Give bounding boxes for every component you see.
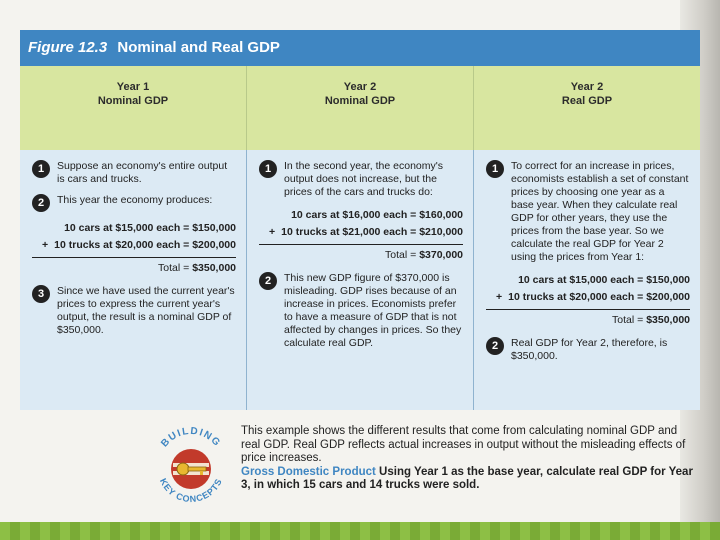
step-text: This new GDP figure of $370,000 is misleading. GDP rises because of an increase in prices. Economists prefer to have a measure of GDP that is not affected by changes in prices. So they calculate real GDP. <box>284 272 462 349</box>
step-1 <box>486 160 690 264</box>
badge-top-text: BUILDING <box>159 425 223 450</box>
step-number: 2 <box>32 194 50 212</box>
figure-title-bar <box>20 30 700 66</box>
calculation-block <box>486 272 690 329</box>
step-text: In the second year, the economy's output does not increase, but the prices of the cars and trucks do: <box>284 160 444 198</box>
column-header-line2: Nominal GDP <box>324 95 396 107</box>
svg-text:BUILDING <box>159 426 223 450</box>
bottom-decorative-stripe <box>0 522 720 540</box>
column-header-line2: Nominal GDP <box>97 95 169 107</box>
total-value: $370,000 <box>419 249 463 261</box>
figure-title: Nominal and Real GDP <box>117 39 280 56</box>
step-1 <box>32 160 236 186</box>
figure-number: Figure 12.3 <box>28 39 108 56</box>
column-header-year1-nominal <box>20 66 246 150</box>
step-number: 2 <box>259 272 277 290</box>
total-label: Total = <box>158 262 190 274</box>
badge-graphic <box>150 425 232 507</box>
sum-rule <box>32 257 236 258</box>
calc-line: 10 trucks at $20,000 each = $200,000 <box>508 291 690 303</box>
step-1 <box>259 160 463 199</box>
calc-line: 10 trucks at $20,000 each = $200,000 <box>54 239 236 251</box>
total-label: Total = <box>385 249 417 261</box>
step-number: 3 <box>32 285 50 303</box>
calculation-block <box>259 207 463 264</box>
calc-line: 10 cars at $15,000 each = $150,000 <box>518 274 690 286</box>
figure-body <box>20 150 700 410</box>
calc-line: 10 trucks at $21,000 each = $210,000 <box>281 226 463 238</box>
column-header-line1: Year 2 <box>343 81 377 93</box>
total-value: $350,000 <box>646 314 690 326</box>
column-year2-nominal <box>246 150 473 410</box>
step-number: 1 <box>32 160 50 178</box>
column-header-row <box>20 66 700 150</box>
step-2 <box>486 337 690 363</box>
calc-line: 10 cars at $16,000 each = $160,000 <box>291 209 463 221</box>
caption-text: This example shows the different results that come from calculating nominal GDP and real GDP. Real GDP reflects actual increases in output without the misleading effects of price increases. <box>241 425 686 464</box>
step-number: 2 <box>486 337 504 355</box>
step-text: Suppose an economy's entire output is cars and trucks. <box>57 160 228 185</box>
step-text: To correct for an increase in prices, economists establish a set of constant prices by choosing one year as a base year. When they calculate real GDP for other years, they use the prices from the base year. So we calculate the real GDP for Year 2 using the prices from Year 1: <box>511 160 689 263</box>
calc-total <box>486 312 690 329</box>
step-text: Real GDP for Year 2, therefore, is $350,000. <box>511 337 668 362</box>
step-2 <box>32 194 236 212</box>
column-header-year2-nominal <box>246 66 473 150</box>
column-header-line1: Year 1 <box>116 81 150 93</box>
plus-sign: + <box>269 226 276 238</box>
figure-caption <box>241 425 696 493</box>
step-text: Since we have used the current year's prices to express the current year's output, the result is a nominal GDP of $350,000. <box>57 285 235 336</box>
column-header-line2: Real GDP <box>561 95 613 107</box>
calc-total <box>259 247 463 264</box>
caption-question: Using Year 1 as the base year, calculate real GDP for Year 3, in which 15 cars and 14 trucks were sold. <box>241 465 693 491</box>
step-text: This year the economy produces: <box>57 194 213 206</box>
column-year2-real <box>473 150 700 410</box>
plus-sign: + <box>496 291 503 303</box>
step-2 <box>259 272 463 350</box>
column-year1-nominal <box>20 150 246 410</box>
plus-sign: + <box>42 239 49 251</box>
total-label: Total = <box>612 314 644 326</box>
figure-12-3 <box>20 30 700 410</box>
step-3 <box>32 285 236 337</box>
column-header-year2-real <box>473 66 700 150</box>
sum-rule <box>486 309 690 310</box>
sum-rule <box>259 244 463 245</box>
column-header-line1: Year 2 <box>570 81 604 93</box>
step-number: 1 <box>486 160 504 178</box>
calculation-block <box>32 220 236 277</box>
total-value: $350,000 <box>192 262 236 274</box>
badge-bottom-text: KEY CONCEPTS <box>157 476 224 505</box>
calc-line: 10 cars at $15,000 each = $150,000 <box>64 222 236 234</box>
building-key-concepts-badge-icon <box>150 425 232 507</box>
calc-total <box>32 260 236 277</box>
caption-highlight: Gross Domestic Product <box>241 465 376 478</box>
step-number: 1 <box>259 160 277 178</box>
